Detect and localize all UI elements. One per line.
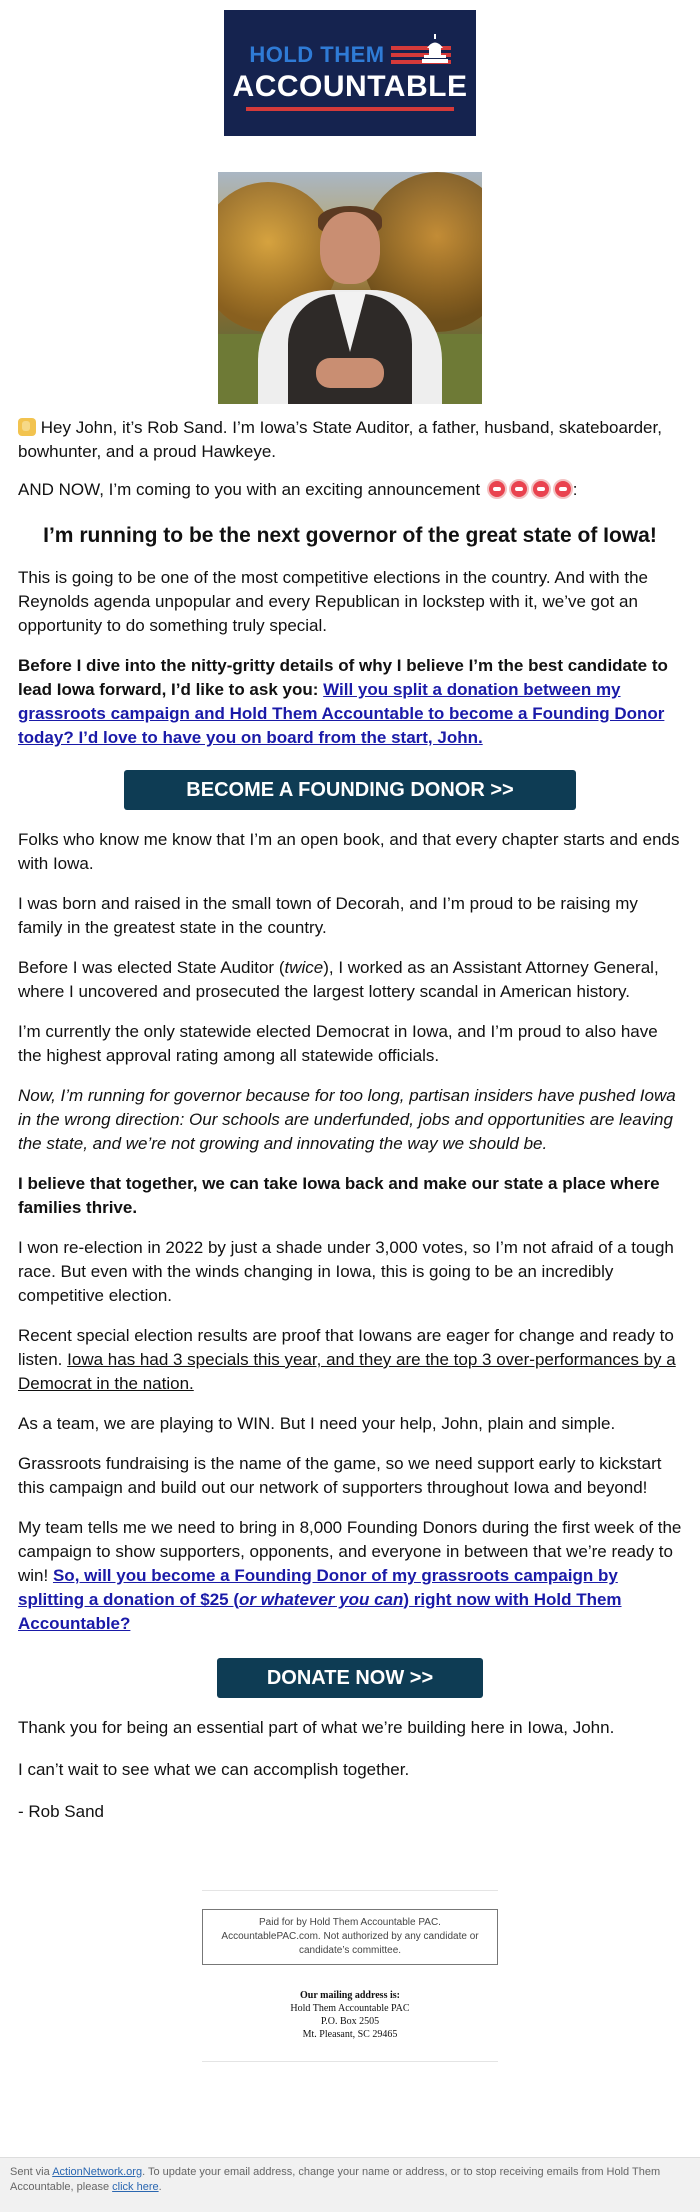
email-footer: Sent via ActionNetwork.org. To update your email address, change your name or address, or to stop receiving emails from Hold Them Accountable, please click here. (0, 2157, 700, 2212)
divider (202, 2061, 498, 2062)
paragraph-open-book: Folks who know me know that I’m an open book, and that every chapter starts and ends with Iowa. (18, 830, 680, 873)
become-founding-donor-button[interactable]: BECOME A FOUNDING DONOR >> (124, 770, 576, 810)
waving-hand-icon (18, 418, 36, 436)
greeting: Hey John, it’s Rob Sand. I’m Iowa’s State Auditor, a father, husband, skateboarder, bowhunter, and a proud Hawkeye. (18, 418, 662, 461)
paragraph-playing-to-win: As a team, we are playing to WIN. But I need your help, John, plain and simple. (18, 1414, 616, 1433)
paragraph-only-democrat: I’m currently the only statewide elected Democrat in Iowa, and I’m proud to also have the highest approval rating among all statewide officials. (18, 1022, 658, 1065)
paragraph-competitive: This is going to be one of the most competitive elections in the country. And with the Reynolds agenda unpopular and every Republican in lockstep with it, we’ve got an opportunity to do something truly special. (18, 568, 648, 635)
loudspeaker-emoji-icon (509, 479, 529, 499)
divider (202, 1890, 498, 1891)
logo-line2: ACCOUNTABLE (232, 69, 468, 103)
actionnetwork-link[interactable]: ActionNetwork.org (52, 2166, 143, 2178)
paragraph-why-running: Now, I’m running for governor because for too long, partisan insiders have pushed Iowa in the wrong direction: Our schools are underfunded, jobs and opportunities are leaving the state, and we’re not growing and innovating the way we should be. (18, 1086, 676, 1153)
loudspeaker-emoji-icon (531, 479, 551, 499)
paid-for-disclaimer: Paid for by Hold Them Accountable PAC. AccountablePAC.com. Not authorized by any candidate or candidate’s committee. (202, 1909, 498, 1965)
paragraph-founding-donors: My team tells me we need to bring in 8,000 Founding Donors during the first week of the campaign to show supporters, opponents, and everyone in between that we’re ready to win! So, will you become a Founding Donor of my grassroots campaign by splitting a donation of $25 (or whatever you can) right now with Hold Them Accountable? (18, 1518, 682, 1633)
unsubscribe-link[interactable]: click here (112, 2181, 159, 2193)
paragraph-cant-wait: I can’t wait to see what we can accomplish together. (18, 1760, 410, 1779)
paragraph-re-election: I won re-election in 2022 by just a shade under 3,000 votes, so I’m not afraid of a tough race. But even with the winds changing in Iowa, this is going to be an incredibly competitive election. (18, 1238, 674, 1305)
announcement-line: AND NOW, I’m coming to you with an exciting announcement : (18, 480, 578, 499)
paragraph-thank-you: Thank you for being an essential part of what we’re building here in Iowa, John. (18, 1718, 615, 1737)
donate-25-link[interactable]: So, will you become a Founding Donor of my grassroots campaign by splitting a donation of $25 (or whatever you can) right now with Hold Them Accountable? (18, 1566, 622, 1633)
mailing-address: Our mailing address is: Hold Them Accountable PAC P.O. Box 2505 Mt. Pleasant, SC 29465 (290, 1990, 410, 2040)
candidate-photo (218, 172, 482, 404)
paragraph-state-auditor: Before I was elected State Auditor (twice), I worked as an Assistant Attorney General, where I uncovered and prosecuted the largest lottery scandal in American history. (18, 958, 659, 1001)
signoff: - Rob Sand (18, 1802, 104, 1821)
logo-underline (246, 107, 454, 111)
paragraph-together: I believe that together, we can take Iowa back and make our state a place where families thrive. (18, 1174, 660, 1217)
email-body (0, 10, 700, 2193)
email-content (0, 416, 700, 1824)
loudspeaker-emoji-icon (487, 479, 507, 499)
paragraph-special-elections: Recent special election results are proof that Iowans are eager for change and ready to listen. Iowa has had 3 specials this year, and they are the top 3 over-performances by a Democrat in the nation. (18, 1326, 676, 1393)
founding-donor-link[interactable]: Will you split a donation between my grassroots campaign and Hold Them Accountable to become a Founding Donor today? I’d love to have you on board from the start, John. (18, 680, 665, 747)
hold-them-accountable-logo[interactable] (224, 10, 476, 136)
paragraph-decorah: I was born and raised in the small town of Decorah, and I’m proud to be raising my family in the greatest state in the country. (18, 894, 638, 937)
capitol-dome-icon (422, 34, 448, 64)
headline: I’m running to be the next governor of the great state of Iowa! (43, 524, 657, 547)
donate-now-button[interactable]: DONATE NOW >> (217, 1658, 483, 1698)
loudspeaker-emoji-icon (553, 479, 573, 499)
paragraph-ask: Before I dive into the nitty-gritty details of why I believe I’m the best candidate to lead Iowa forward, I’d like to ask you: Will you split a donation between my grassroots campaign and Hold Them Accountable to become a Founding Donor today? I’d love to have you on board from the start, John. (18, 656, 668, 747)
paragraph-grassroots: Grassroots fundraising is the name of the game, so we need support early to kickstart this campaign and build out our network of supporters throughout Iowa and beyond! (18, 1454, 662, 1497)
logo-line1: HOLD THEM (249, 42, 450, 68)
